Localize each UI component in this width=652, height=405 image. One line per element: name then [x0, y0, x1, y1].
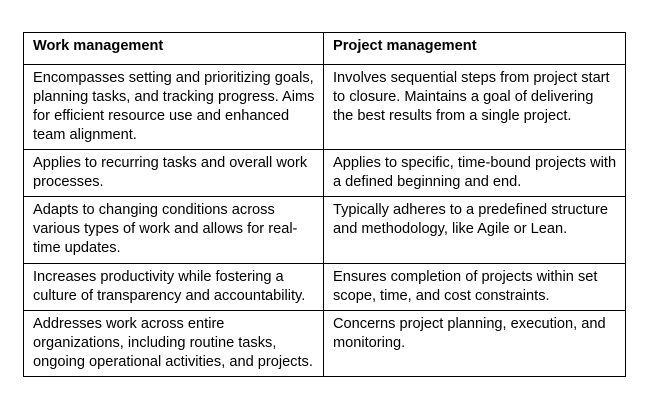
document-page: [23, 32, 626, 377]
cell-project-row-5: Concerns project planning, execution, and monitoring.: [324, 311, 626, 377]
table-row: [24, 197, 626, 264]
table-row: [24, 264, 626, 311]
table-row: [24, 65, 626, 150]
header-cell-work-management: Work management: [24, 33, 324, 65]
cell-project-row-2: Applies to specific, time-bound projects with a defined beginning and end.: [324, 150, 626, 197]
table-row: [24, 150, 626, 197]
cell-work-row-2: Applies to recurring tasks and overall work processes.: [24, 150, 324, 197]
header-cell-project-management: Project management: [324, 33, 626, 65]
cell-work-row-3: Adapts to changing conditions across various types of work and allows for real-time updates.: [24, 197, 324, 264]
cell-work-row-5: Addresses work across entire organizations, including routine tasks, ongoing operational activities, and projects.: [24, 311, 324, 377]
header-row: [24, 33, 626, 65]
cell-project-row-3: Typically adheres to a predefined structure and methodology, like Agile or Lean.: [324, 197, 626, 264]
cell-work-row-4: Increases productivity while fostering a culture of transparency and accountability.: [24, 264, 324, 311]
cell-project-row-1: Involves sequential steps from project start to closure. Maintains a goal of delivering the best results from a single project.: [324, 65, 626, 150]
cell-work-row-1: Encompasses setting and prioritizing goals, planning tasks, and tracking progress. Aims for efficient resource use and enhanced team alignment.: [24, 65, 324, 150]
table-row: [24, 311, 626, 377]
comparison-table: [23, 32, 626, 377]
cell-project-row-4: Ensures completion of projects within set scope, time, and cost constraints.: [324, 264, 626, 311]
